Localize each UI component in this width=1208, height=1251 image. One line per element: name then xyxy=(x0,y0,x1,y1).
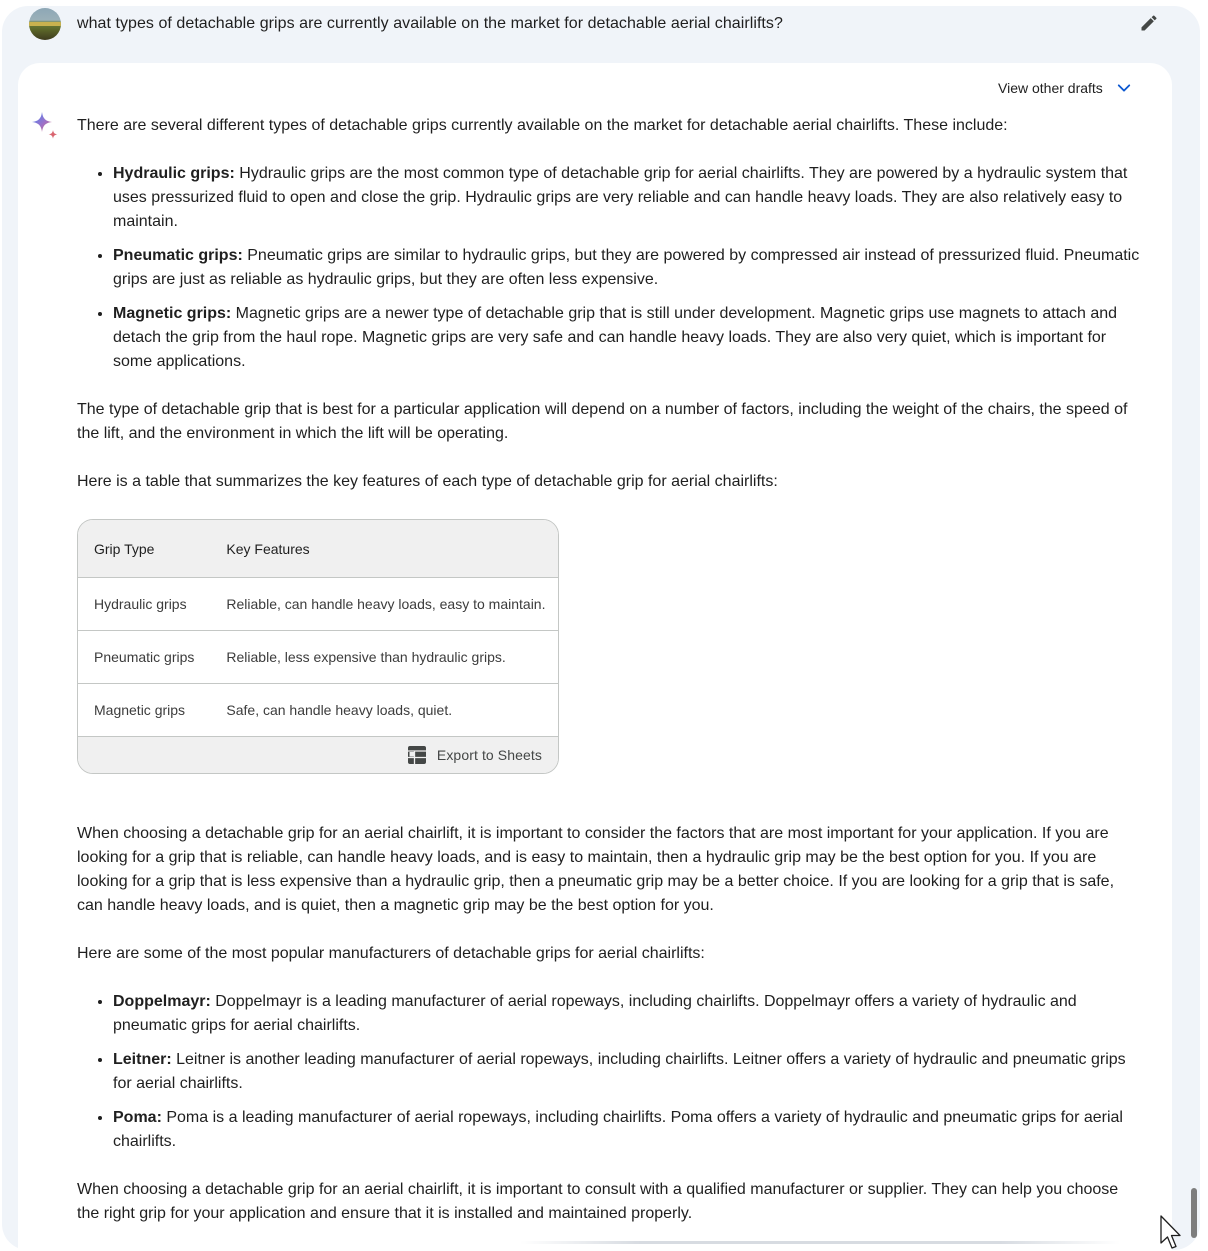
table-header-row xyxy=(78,520,559,578)
avatar-horizon xyxy=(29,22,61,26)
table-row xyxy=(78,578,559,631)
list-item xyxy=(113,162,1141,234)
response-content xyxy=(77,114,1141,1226)
chevron-down-icon xyxy=(1115,79,1133,97)
pencil-icon xyxy=(1139,13,1159,33)
scrollbar-thumb[interactable] xyxy=(1191,1188,1197,1238)
list-item-title: Doppelmayr: xyxy=(113,993,211,1010)
grip-summary-table xyxy=(77,519,559,774)
list-item xyxy=(113,990,1141,1038)
list-item-text: Leitner is another leading manufacturer of aerial ropeways, including chairlifts. Leitner offers a variety of hydraulic and pneumatic grips for aerial chairlifts. xyxy=(113,1051,1126,1092)
export-to-sheets-label: Export to Sheets xyxy=(436,747,542,763)
sheets-icon xyxy=(408,746,426,764)
response-intro: There are several different types of detachable grips currently available on the market for detachable aerial chairlifts. These include: xyxy=(77,117,1008,134)
grip-types-list xyxy=(77,162,1141,374)
column-header-grip-type: Grip Type xyxy=(78,520,210,578)
gemini-sparkle-icon xyxy=(30,112,60,142)
list-item-text: Magnetic grips are a newer type of detachable grip that is still under development. Magnetic grips use magnets to attach and detach the grip from the haul rope. Magnetic grips are very safe and can handle heavy loads. They are also very quiet, which is important for some applications. xyxy=(113,305,1118,370)
table-cell: Magnetic grips xyxy=(78,684,210,737)
table-cell: Safe, can handle heavy loads, quiet. xyxy=(210,684,559,737)
table-row xyxy=(78,631,559,684)
bottom-divider xyxy=(520,1241,1120,1244)
edit-prompt-button[interactable] xyxy=(1134,8,1164,38)
list-item xyxy=(113,244,1141,292)
manufacturers-list xyxy=(77,990,1141,1154)
table-cell: Reliable, can handle heavy loads, easy to maintain. xyxy=(210,578,559,631)
list-item-title: Poma: xyxy=(113,1109,162,1126)
list-item xyxy=(113,1106,1141,1154)
table-cell: Reliable, less expensive than hydraulic grips. xyxy=(210,631,559,684)
list-item-title: Leitner: xyxy=(113,1051,172,1068)
list-item-text: Hydraulic grips are the most common type of detachable grip for aerial chairlifts. They are powered by a hydraulic system that uses pressurized fluid to open and close the grip. Hydraulic grips are very reliable and can handle heavy loads. They are also relatively easy to maintain. xyxy=(113,165,1128,230)
list-item-text: Poma is a leading manufacturer of aerial ropeways, including chairlifts. Poma offers a variety of hydraulic and pneumatic grips for aerial chairlifts. xyxy=(113,1109,1123,1150)
user-avatar[interactable] xyxy=(29,8,61,40)
manufacturers-intro: Here are some of the most popular manufacturers of detachable grips for aerial chairlifts: xyxy=(77,945,705,962)
table-row xyxy=(78,684,559,737)
table-intro: Here is a table that summarizes the key features of each type of detachable grip for aerial chairlifts: xyxy=(77,473,778,490)
list-item-text: Doppelmayr is a leading manufacturer of aerial ropeways, including chairlifts. Doppelmayr offers a variety of hydraulic and pneumatic grips for aerial chairlifts. xyxy=(113,993,1077,1034)
list-item xyxy=(113,302,1141,374)
list-item-title: Magnetic grips: xyxy=(113,305,232,322)
list-item-text: Pneumatic grips are similar to hydraulic grips, but they are powered by compressed air instead of pressurized fluid. Pneumatic grips are just as reliable as hydraulic grips, but they are often less expensive. xyxy=(113,247,1140,288)
closing-paragraph: When choosing a detachable grip for an aerial chairlift, it is important to consult with a qualified manufacturer or supplier. They can help you choose the right grip for your application and ensure that it is installed and maintained properly. xyxy=(77,1181,1119,1222)
choosing-paragraph: When choosing a detachable grip for an aerial chairlift, it is important to consider the factors that are most important for your application. If you are looking for a grip that is reliable, can handle heavy loads, and is easy to maintain, then a hydraulic grip may be the best option for you. If you are looking for a grip that is less expensive than a hydraulic grip, then a pneumatic grip may be a better choice. If you are looking for a grip that is safe, can handle heavy loads, and is quiet, then a magnetic grip may be the best option for you. xyxy=(77,825,1115,914)
table-cell: Hydraulic grips xyxy=(78,578,210,631)
column-header-key-features: Key Features xyxy=(210,520,559,578)
user-prompt-text: what types of detachable grips are currently available on the market for detachable aerial chairlifts? xyxy=(77,15,783,32)
list-item xyxy=(113,1048,1141,1096)
list-item-title: Hydraulic grips: xyxy=(113,165,235,182)
factors-paragraph: The type of detachable grip that is best for a particular application will depend on a number of factors, including the weight of the chairs, the speed of the lift, and the environment in which the lift will be operating. xyxy=(77,401,1128,442)
view-other-drafts-button[interactable] xyxy=(998,78,1133,98)
list-item-title: Pneumatic grips: xyxy=(113,247,243,264)
mouse-pointer-icon xyxy=(1160,1215,1184,1251)
view-other-drafts-label: View other drafts xyxy=(998,80,1103,96)
export-to-sheets-button[interactable] xyxy=(78,737,558,773)
table-cell: Pneumatic grips xyxy=(78,631,210,684)
